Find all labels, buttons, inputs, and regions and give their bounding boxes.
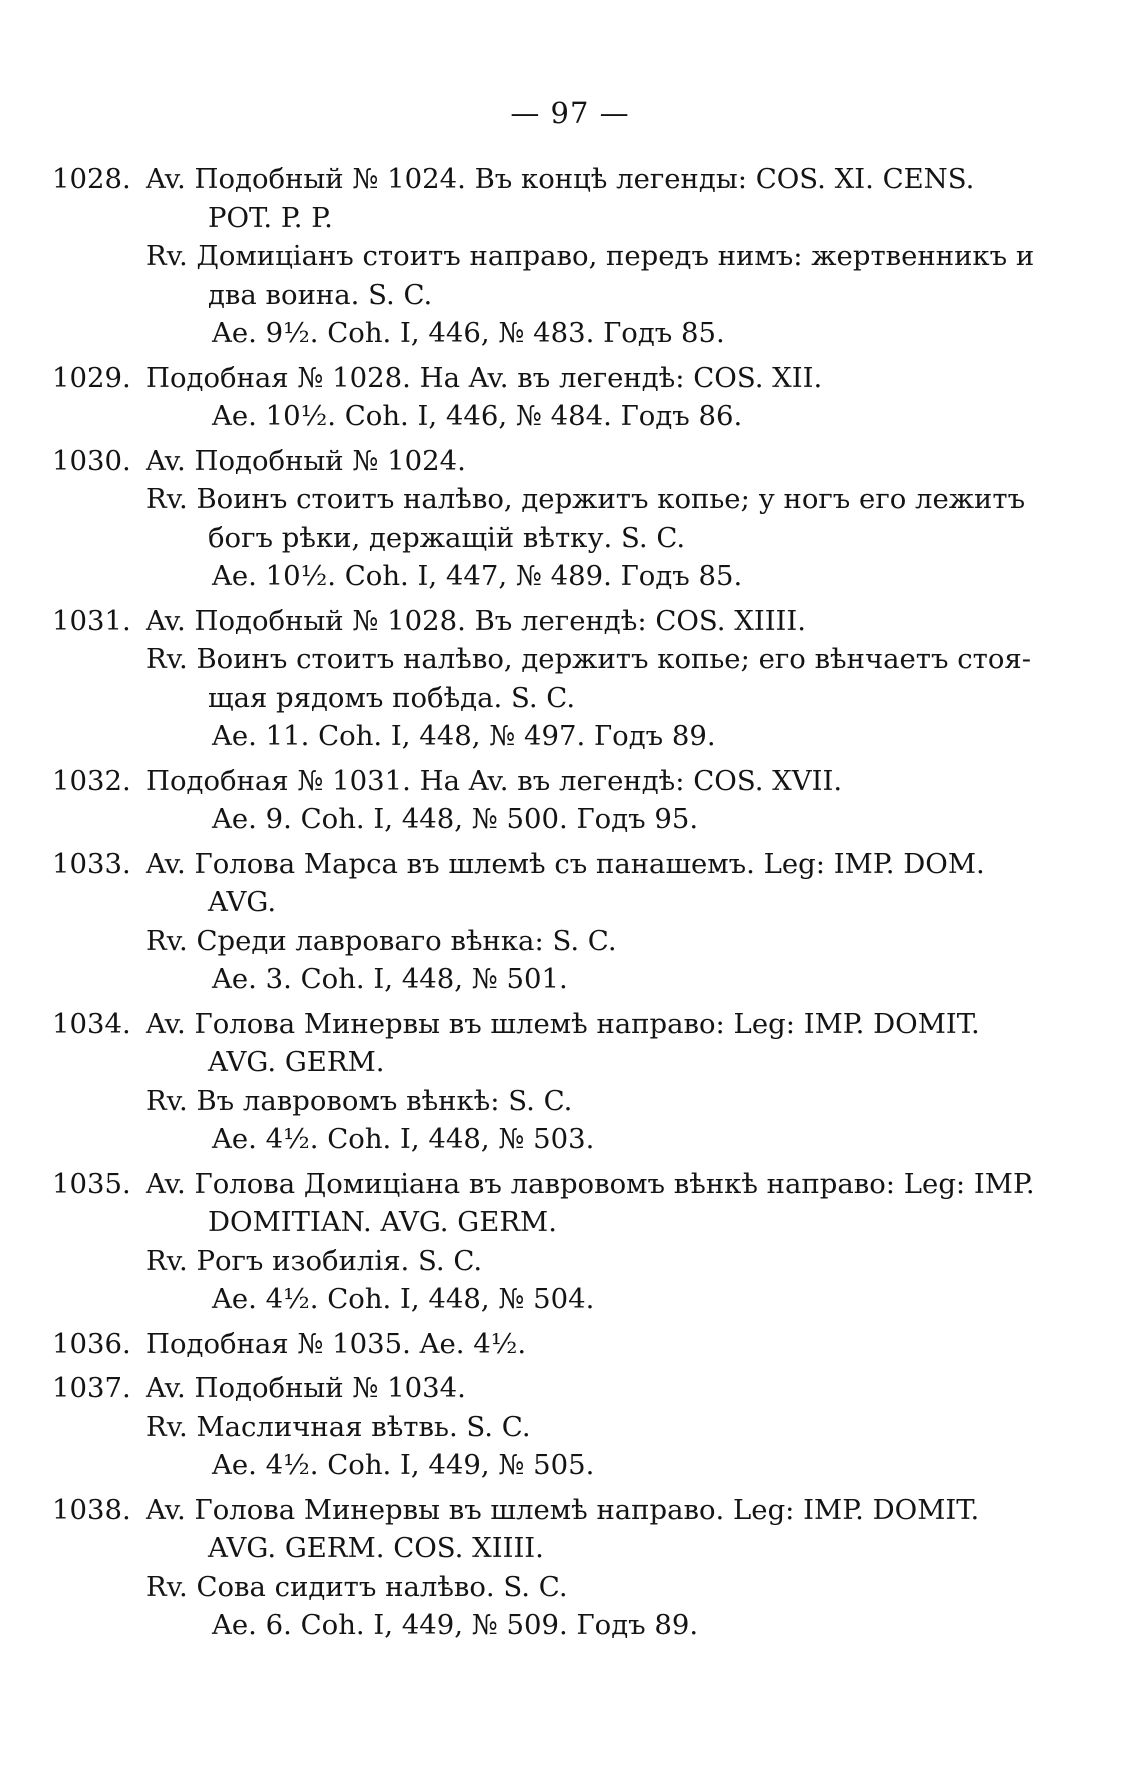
- entry-number: 1031.: [52, 604, 131, 637]
- entry-line: [0, 1165, 1140, 1204]
- entry-line-text: Ae. 4½. Coh. I, 449, № 505.: [212, 1449, 595, 1481]
- entry-number: 1028.: [52, 163, 131, 195]
- entry-spacer: [0, 1645, 1140, 1651]
- entry-line: [0, 199, 1140, 238]
- entry-line-text: Rv. Сова сидитъ налѣво. S. C.: [146, 1570, 568, 1603]
- catalog-entry: [0, 762, 1140, 839]
- catalog-entry: [0, 442, 1140, 596]
- entry-line: [0, 922, 1140, 961]
- entry-line: [0, 602, 1140, 641]
- entry-line-text: Подобная № 1031. На Av. въ легендѣ: COS. XVII.: [146, 764, 843, 797]
- entry-line: [0, 557, 1140, 596]
- entry-line-text: AVG.: [208, 886, 277, 918]
- entry-line: [0, 1325, 1140, 1364]
- catalog-entry: [0, 1369, 1140, 1485]
- entry-line: [0, 397, 1140, 436]
- entry-line-text: Ae. 4½. Coh. I, 448, № 504.: [212, 1283, 595, 1315]
- entry-line-text: Rv. Домиціанъ стоитъ направо, передъ нимъ: жертвенникъ и: [146, 240, 1035, 272]
- entry-line-text: DOMITIAN. AVG. GERM.: [208, 1206, 557, 1238]
- entry-line: [0, 1242, 1140, 1281]
- entry-line-text: Av. Подобный № 1024.: [146, 444, 466, 477]
- catalog-entry: [0, 1325, 1140, 1364]
- entry-line: [0, 1005, 1140, 1044]
- entry-line-text: POT. P. P.: [208, 201, 333, 234]
- catalog-entry: [0, 160, 1140, 353]
- entry-line: [0, 480, 1140, 519]
- entry-line: [0, 1446, 1140, 1485]
- entry-line-text: Ae. 10½. Coh. I, 446, № 484. Годъ 86.: [212, 400, 743, 432]
- entry-number: 1037.: [52, 1372, 131, 1404]
- entry-line-text: Av. Голова Минервы въ шлемѣ направо: Leg: IMP. DOMIT.: [146, 1007, 980, 1040]
- entry-line-text: Av. Подобный № 1024. Въ концѣ легенды: COS. XI. CENS.: [146, 163, 975, 195]
- entry-number: 1035.: [52, 1167, 131, 1200]
- entry-line: [0, 1491, 1140, 1530]
- entry-line: [0, 359, 1140, 398]
- catalog-entry: [0, 845, 1140, 999]
- catalog-entry: [0, 1165, 1140, 1319]
- entry-line-text: Av. Подобный № 1028. Въ легендѣ: COS. XIIII.: [146, 604, 807, 637]
- entry-line: [0, 845, 1140, 884]
- entry-line-text: Rv. Рогъ изобилія. S. C.: [146, 1244, 483, 1277]
- entry-line: [0, 314, 1140, 353]
- entry-line-text: Ae. 9. Coh. I, 448, № 500. Годъ 95.: [212, 803, 699, 835]
- entry-number: 1034.: [52, 1007, 131, 1040]
- entry-line-text: Rv. Среди лавроваго вѣнка: S. C.: [146, 924, 617, 957]
- entry-line: [0, 1043, 1140, 1082]
- entry-line: [0, 276, 1140, 315]
- entry-line: [0, 883, 1140, 922]
- entry-number: 1030.: [52, 444, 131, 477]
- catalog-entries: [0, 160, 1140, 1651]
- entry-line-text: Rv. Въ лавровомъ вѣнкѣ: S. C.: [146, 1084, 573, 1117]
- entry-line: [0, 519, 1140, 558]
- entry-line-text: Av. Голова Домиціана въ лавровомъ вѣнкѣ направо: Leg: IMP.: [146, 1167, 1035, 1200]
- entry-line-text: Подобная № 1035. Ae. 4½.: [146, 1327, 527, 1360]
- entry-line-text: Ae. 4½. Coh. I, 448, № 503.: [212, 1123, 595, 1155]
- entry-line-text: Ae. 9½. Coh. I, 446, № 483. Годъ 85.: [212, 317, 725, 349]
- entry-number: 1032.: [52, 764, 131, 797]
- entry-line: [0, 762, 1140, 801]
- entry-line-text: Ae. 6. Coh. I, 449, № 509. Годъ 89.: [212, 1609, 699, 1641]
- entry-line-text: Ae. 3. Coh. I, 448, № 501.: [212, 963, 568, 995]
- entry-line: [0, 1203, 1140, 1242]
- catalog-entry: [0, 1491, 1140, 1645]
- entry-line: [0, 800, 1140, 839]
- entry-line: [0, 1120, 1140, 1159]
- entry-line: [0, 237, 1140, 276]
- entry-line-text: Av. Голова Минервы въ шлемѣ направо. Leg: IMP. DOMIT.: [146, 1493, 980, 1526]
- entry-line-text: AVG. GERM.: [208, 1046, 385, 1078]
- entry-line-text: Подобная № 1028. На Av. въ легендѣ: COS. XII.: [146, 361, 823, 394]
- entry-line: [0, 442, 1140, 481]
- entry-number: 1036.: [52, 1327, 131, 1360]
- entry-line: [0, 1082, 1140, 1121]
- entry-line: [0, 679, 1140, 718]
- entry-line: [0, 717, 1140, 756]
- entry-line-text: AVG. GERM. COS. XIIII.: [208, 1532, 544, 1564]
- entry-line-text: Ae. 11. Coh. I, 448, № 497. Годъ 89.: [212, 720, 716, 752]
- catalog-entry: [0, 602, 1140, 756]
- page-number: — 97 —: [510, 96, 630, 130]
- entry-line-text: щая рядомъ побѣда. S. C.: [208, 681, 576, 714]
- entry-line: [0, 1606, 1140, 1645]
- entry-line-text: богъ рѣки, держащій вѣтку. S. C.: [208, 521, 686, 554]
- entry-number: 1033.: [52, 847, 131, 880]
- entry-line-text: два воина. S. C.: [208, 278, 433, 311]
- catalog-entry: [0, 1005, 1140, 1159]
- entry-line: [0, 960, 1140, 999]
- entry-line-text: Rv. Масличная вѣтвь. S. C.: [146, 1410, 531, 1443]
- entry-line-text: Rv. Воинъ стоитъ налѣво, держитъ копье; его вѣнчаетъ стоя-: [146, 643, 1032, 675]
- entry-line-text: Rv. Воинъ стоитъ налѣво, держитъ копье; у ногъ его лежитъ: [146, 483, 1026, 515]
- entry-line: [0, 160, 1140, 199]
- entry-line-text: Av. Голова Марса въ шлемѣ съ панашемъ. Leg: IMP. DOM.: [146, 847, 985, 880]
- entry-line: [0, 640, 1140, 679]
- entry-line: [0, 1408, 1140, 1447]
- catalog-entry: [0, 359, 1140, 436]
- entry-number: 1038.: [52, 1493, 131, 1526]
- entry-line: [0, 1568, 1140, 1607]
- entry-number: 1029.: [52, 361, 131, 394]
- entry-line: [0, 1529, 1140, 1568]
- entry-line-text: Av. Подобный № 1034.: [146, 1372, 466, 1404]
- entry-line-text: Ae. 10½. Coh. I, 447, № 489. Годъ 85.: [212, 560, 743, 592]
- entry-line: [0, 1369, 1140, 1408]
- entry-line: [0, 1280, 1140, 1319]
